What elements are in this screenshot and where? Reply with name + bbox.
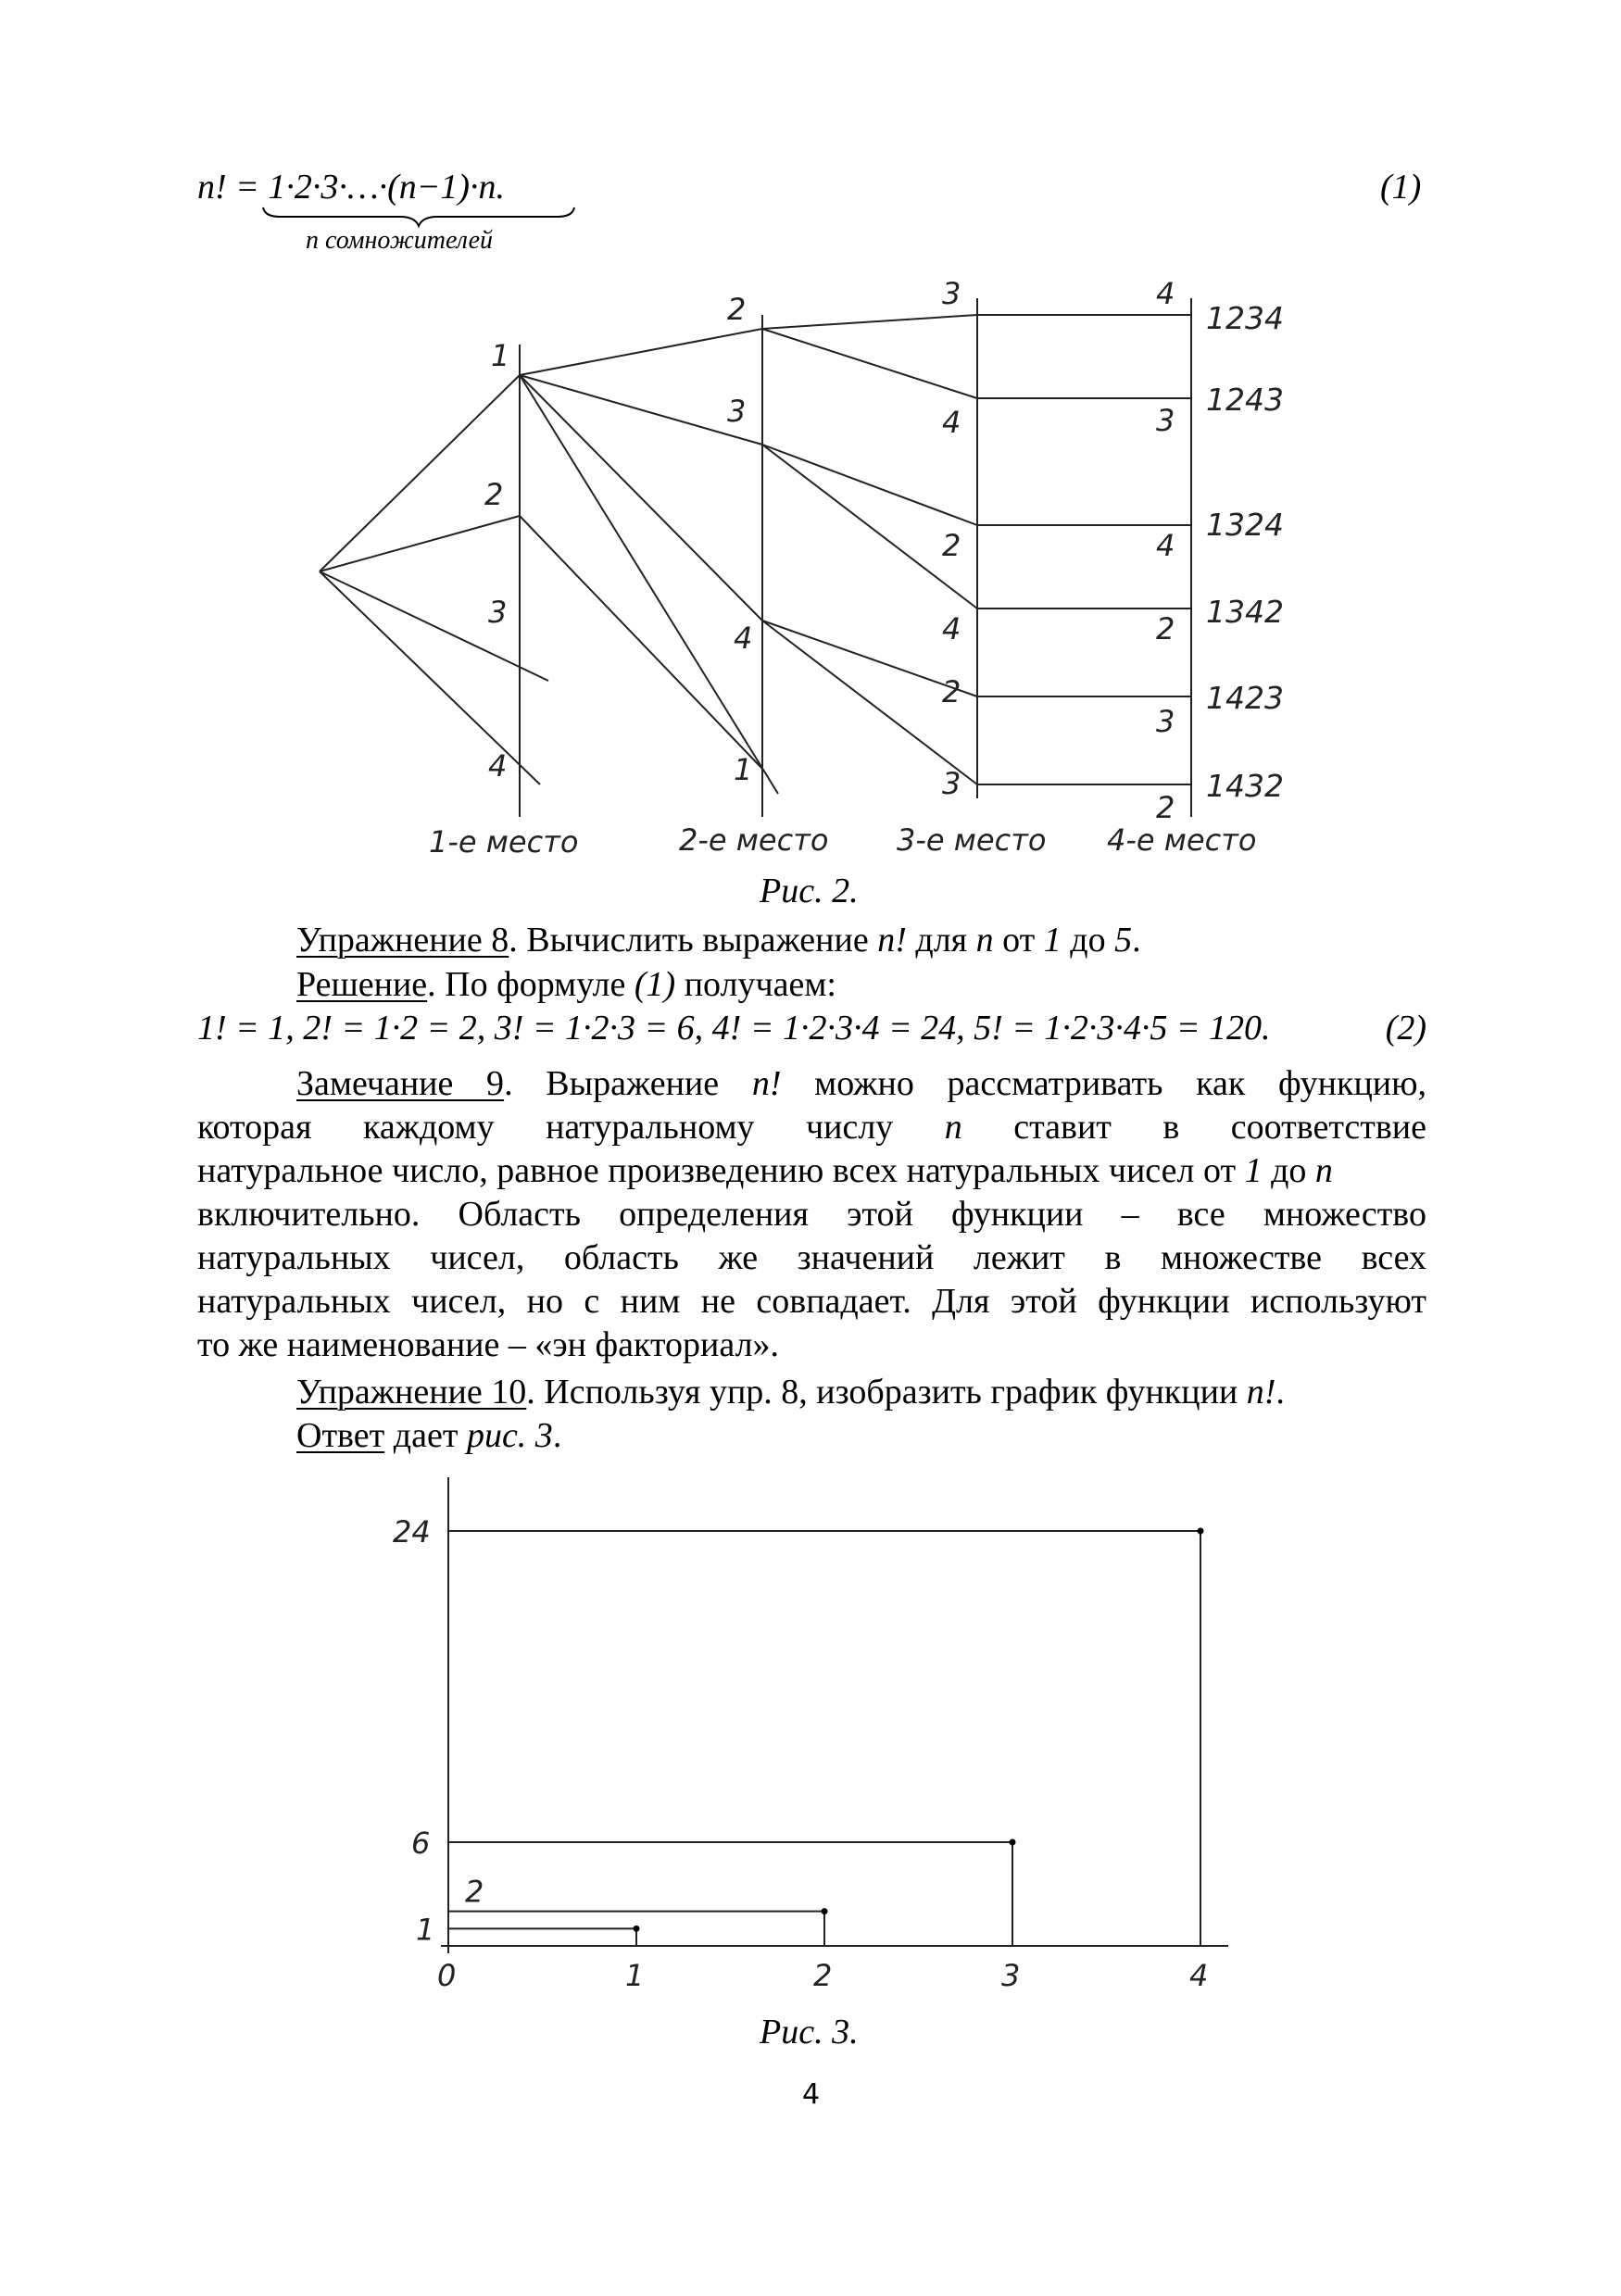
remark-9-title: Замечание 9 bbox=[296, 1064, 505, 1103]
node-level2-a: 2 bbox=[727, 292, 747, 327]
data-point-4 bbox=[1198, 1528, 1204, 1535]
formula-1-lhs: n! bbox=[197, 168, 227, 207]
formula-2 bbox=[197, 1008, 1426, 1048]
remark-9-line-7: то же наименование – «эн факториал». bbox=[197, 1325, 780, 1364]
x-tick-label-0: 0 bbox=[437, 1958, 457, 1993]
remark-9-line-3: натуральное число, равное произведению всех натуральных чисел от 1 до n bbox=[197, 1151, 1333, 1190]
node-level2-c: 4 bbox=[734, 621, 753, 656]
formula-1-rhs: 1·2·3·…·(n−1)·n. bbox=[268, 168, 506, 207]
formula-1-number: (1) bbox=[1380, 168, 1422, 207]
underbrace-label: n сомножителей bbox=[306, 226, 494, 255]
place-label-1: 1-е место bbox=[429, 824, 579, 859]
place-label-3: 3-е место bbox=[897, 822, 1047, 858]
permutation-2: 1243 bbox=[1206, 382, 1284, 418]
node-level3-b: 4 bbox=[942, 405, 961, 440]
data-point-2 bbox=[822, 1908, 828, 1914]
permutation-5: 1423 bbox=[1206, 680, 1284, 716]
remark-9-line-6: натуральных чисел, но с ним не совпадает. Для этой функции используют bbox=[197, 1282, 1426, 1321]
x-tick-label-4: 4 bbox=[1189, 1958, 1209, 1993]
x-tick-label-2: 2 bbox=[813, 1958, 833, 1993]
node-level1-a: 1 bbox=[491, 338, 510, 373]
formula-2-body: 1! = 1, 2! = 1·2 = 2, 3! = 1·2·3 = 6, 4! = 1·2·3·4 = 24, 5! = 1·2·3·4·5 = 120. bbox=[197, 1009, 1271, 1048]
exercise-8: Упражнение 8. Вычислить выражение n! для n от 1 до 5. bbox=[296, 921, 1141, 960]
remark-9-line-2: которая каждому натуральному числу n ставит в соответствие bbox=[197, 1108, 1427, 1147]
solution: Решение. По формуле (1) получаем: bbox=[296, 965, 836, 1004]
permutation-3: 1324 bbox=[1206, 507, 1284, 543]
figure-3-caption: Рис. 3. bbox=[760, 2013, 859, 2051]
node-level4-e: 3 bbox=[1156, 704, 1175, 739]
node-level3-c: 2 bbox=[942, 528, 961, 563]
node-level2-b: 3 bbox=[727, 394, 747, 429]
node-level4-c: 4 bbox=[1156, 528, 1175, 563]
y-tick-label-24: 24 bbox=[393, 1514, 431, 1549]
figure-2-caption: Рис. 2. bbox=[760, 872, 859, 910]
answer: Ответ дает рис. 3. bbox=[296, 1416, 562, 1455]
node-level4-f: 2 bbox=[1156, 790, 1175, 825]
chart-axes bbox=[441, 1477, 1228, 1953]
permutation-4: 1342 bbox=[1206, 594, 1284, 630]
node-level4-a: 4 bbox=[1156, 276, 1175, 311]
formula-2-number: (2) bbox=[1385, 1009, 1426, 1048]
node-level1-b: 2 bbox=[484, 477, 504, 512]
chart-ticks bbox=[393, 1514, 1208, 1993]
figure-3-chart bbox=[0, 1463, 1621, 2001]
page-number: 4 bbox=[802, 2078, 821, 2111]
permutation-6: 1432 bbox=[1206, 768, 1284, 804]
remark-9-line-1: Замечание 9. Выражение n! можно рассматривать как функцию, bbox=[296, 1064, 1427, 1103]
exercise-10: Упражнение 10. Используя упр. 8, изобразить график функции n!. bbox=[296, 1373, 1285, 1411]
figure-2-tree bbox=[0, 0, 1621, 889]
solution-title: Решение bbox=[296, 965, 428, 1004]
permutation-1: 1234 bbox=[1206, 300, 1284, 336]
node-level3-a: 3 bbox=[942, 276, 961, 311]
data-point-3 bbox=[1010, 1839, 1016, 1846]
remark-9-line-4: включительно. Область определения этой функции – все множество bbox=[197, 1195, 1426, 1234]
y-tick-label-1: 1 bbox=[416, 1912, 435, 1948]
place-label-2: 2-е место bbox=[679, 822, 829, 858]
node-level1-d: 4 bbox=[488, 748, 508, 784]
y-tick-label-6: 6 bbox=[411, 1826, 431, 1861]
place-label-4: 4-е место bbox=[1107, 822, 1257, 858]
exercise-10-title: Упражнение 10 bbox=[296, 1373, 527, 1411]
node-level3-d: 4 bbox=[942, 611, 961, 646]
exercise-8-title: Упражнение 8 bbox=[296, 921, 509, 960]
answer-title: Ответ bbox=[296, 1416, 385, 1455]
x-tick-label-1: 1 bbox=[625, 1958, 645, 1993]
x-tick-label-3: 3 bbox=[1001, 1958, 1021, 1993]
node-level4-b: 3 bbox=[1156, 403, 1175, 438]
tree-lines bbox=[320, 298, 1191, 817]
node-level1-c: 3 bbox=[488, 595, 508, 630]
data-point-1 bbox=[634, 1926, 640, 1932]
formula-1: n! = 1·2·3·…·(n−1)·n. bbox=[197, 168, 506, 207]
node-level4-d: 2 bbox=[1156, 611, 1175, 646]
remark-9-line-5: натуральных чисел, область же значений лежит в множестве всех bbox=[197, 1238, 1426, 1277]
node-level3-f: 3 bbox=[942, 766, 961, 801]
chart-marks bbox=[448, 1528, 1204, 1947]
node-level2-d: 1 bbox=[734, 752, 753, 787]
y-tick-label-2: 2 bbox=[465, 1874, 484, 1910]
node-level3-e: 2 bbox=[942, 674, 961, 709]
